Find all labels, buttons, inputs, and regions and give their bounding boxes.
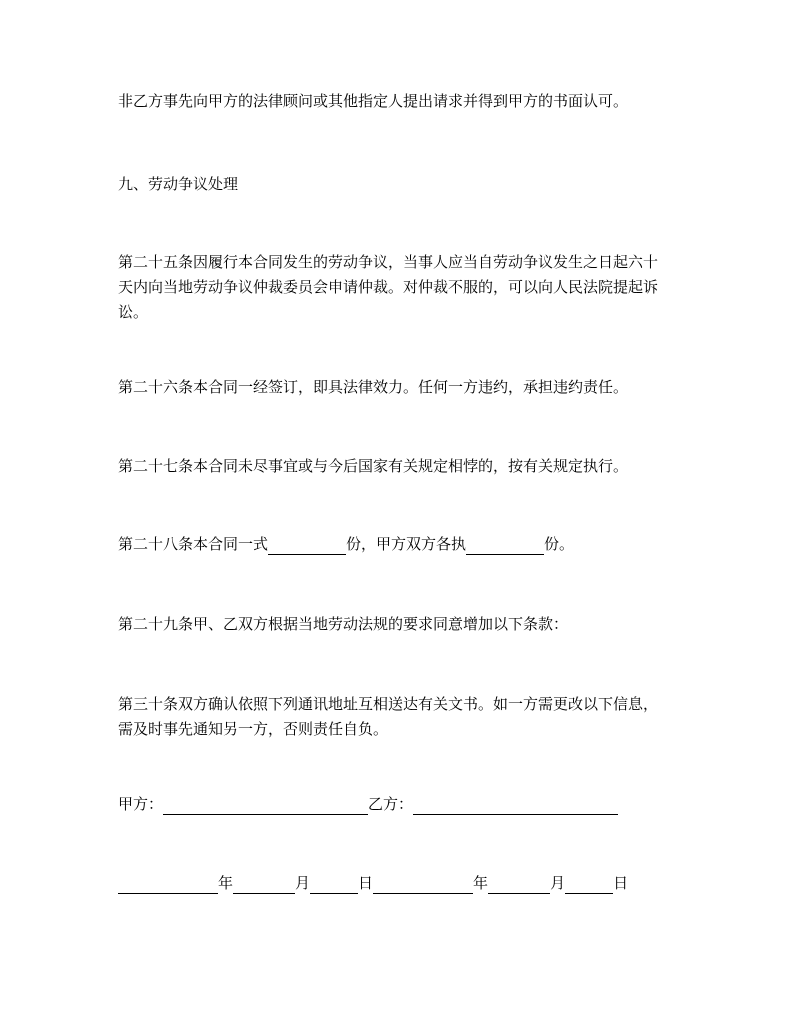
party-a-month-blank — [233, 877, 295, 894]
signature-line — [118, 793, 618, 815]
article-28-text-2: 份，甲方双方各执 — [346, 535, 467, 553]
copies-total-blank — [268, 538, 346, 555]
article-29: 第二十九条甲、乙双方根据当地劳动法规的要求同意增加以下条款： — [118, 615, 569, 633]
party-b-blank — [413, 798, 618, 815]
party-a-month-label: 月 — [295, 874, 311, 892]
article-28 — [118, 533, 574, 555]
party-b-month-label: 月 — [550, 874, 566, 892]
party-b-day-label: 日 — [613, 874, 629, 892]
party-b-day-blank — [565, 877, 613, 894]
article-27: 第二十七条本合同未尽事宜或与今后国家有关规定相悖的，按有关规定执行。 — [118, 457, 629, 475]
party-a-year-blank — [118, 877, 218, 894]
article-25: 第二十五条因履行本合同发生的劳动争议，当事人应当自劳动争议发生之日起六十天内向当地劳动争议仲裁委员会申请仲裁。对仲裁不服的，可以向人民法院提起诉讼。 — [118, 253, 659, 321]
section-heading-labor-dispute: 九、劳动争议处理 — [118, 175, 239, 193]
party-a-label: 甲方： — [118, 795, 164, 813]
party-a-year-label: 年 — [218, 874, 234, 892]
party-b-month-blank — [488, 877, 550, 894]
party-b-year-blank — [373, 877, 473, 894]
paragraph-approval: 非乙方事先向甲方的法律顾问或其他指定人提出请求并得到甲方的书面认可。 — [118, 92, 629, 110]
article-30: 第三十条双方确认依照下列通讯地址互相送达有关文书。如一方需更改以下信息，需及时事先通知另一方，否则责任自负。 — [118, 695, 659, 738]
copies-each-blank — [466, 538, 544, 555]
article-28-text-3: 份。 — [544, 535, 575, 553]
party-b-label: 乙方： — [368, 795, 414, 813]
party-a-blank — [163, 798, 368, 815]
date-line — [118, 872, 628, 894]
party-a-day-blank — [310, 877, 358, 894]
party-b-year-label: 年 — [473, 874, 489, 892]
article-26: 第二十六条本合同一经签订，即具法律效力。任何一方违约，承担违约责任。 — [118, 378, 629, 396]
party-a-day-label: 日 — [358, 874, 374, 892]
article-28-text-1: 第二十八条本合同一式 — [118, 535, 269, 553]
